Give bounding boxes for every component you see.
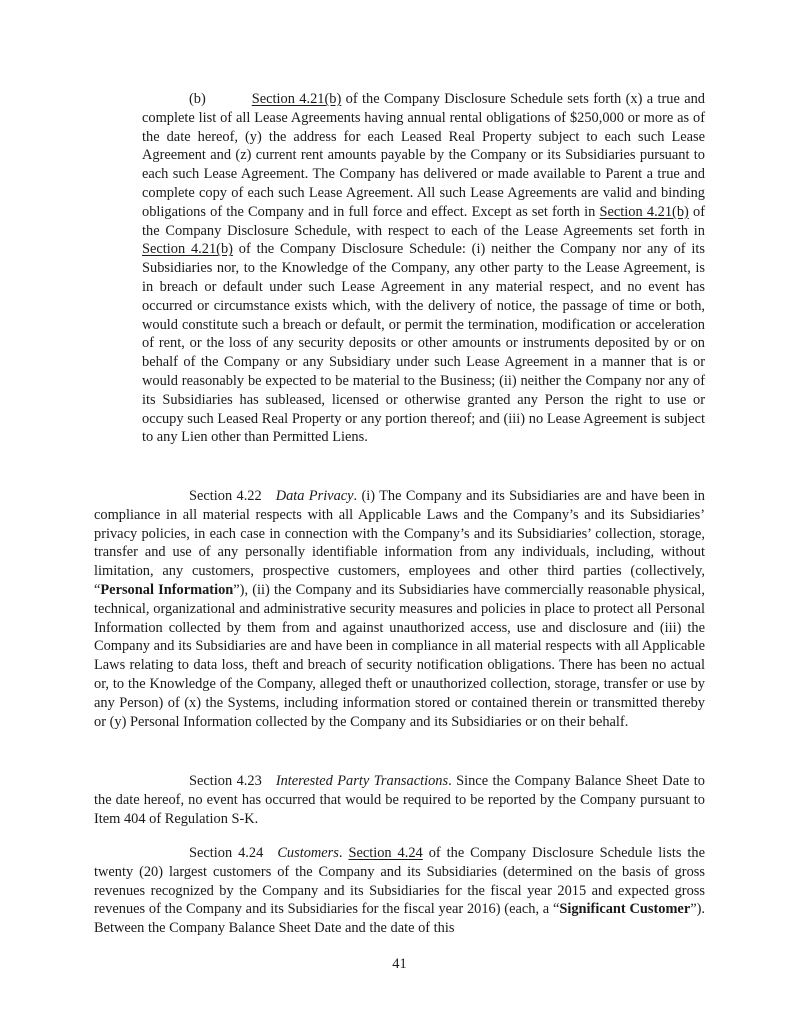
section-title: Interested Party Transactions [275,773,449,789]
body-text: ”), (ii) the Company and its Subsidiaries have commercially reasonable physical, technical, organizational and administrative security measures and policies in place to protect all Personal Information collected by them from and against unauthorized access, use and disclosure and (iii) the Company and its Subsidiaries are and have been in compliance in all material respects with all Applicable Laws relating to data loss, theft and breach of security notification obligations. There has been no actual or, to the Knowledge of the Company, alleged theft or unauthorized collection, storage, transfer or use by any Person) of (x) the Systems, including information stored or contained therein or transmitted thereby or (y) Personal Information collected by the Company and its Subsidiaries or on their behalf. [94,581,705,730]
body-text: . [338,845,349,861]
section-number: Section 4.23 [189,773,262,789]
page-number: 41 [392,956,407,972]
body-text: of the Company Disclosure Schedule: (i) neither the Company nor any of its Subsidiaries nor, to the Knowledge of the Company, any other party to the Lease Agreement, is in breach or default under such Lease Agreement in any material respect, and no event has occurred or circumstance exists which, with the delivery of notice, the passage of time or both, would constitute such a breach or default, or permit the termination, modification or acceleration of rent, or the loss of any security deposits or other amounts or instruments deposited by or on behalf of the Company or any Subsidiary under such Lease Agreement in a manner that is or would reasonably be expected to be material to the Business; (ii) neither the Company nor any of its Subsidiaries has subleased, licensed or otherwise granted any Person the right to use or occupy such Leased Real Property or any portion thereof; and (iii) no Lease Agreement is subject to any Lien other than Permitted Liens. [142,241,705,446]
paragraph-section-4-24 [94,844,705,938]
cross-reference: Section 4.24 [348,845,423,861]
body-text: of the Company Disclosure Schedule lists the twenty (20) largest customers of the Company and its Subsidiaries (determined on the basis of gross revenues recognized by the Company and its Subsidiaries for the fiscal year 2015 and expected gross revenues of the Company and its Subsidiaries for the fiscal year 2016) (each, a “ [94,845,705,918]
cross-reference: Section 4.21(b) [599,203,689,220]
section-title: Data Privacy [275,488,354,504]
paragraph-section-4-23 [94,772,705,828]
paragraph-section-4-22 [94,487,705,731]
body-text: ”). Between the Company Balance Sheet Date and the date of this [94,901,705,937]
cross-reference: Section 4.21(b) [251,91,342,107]
body-text: of the Company Disclosure Schedule, with respect to each of the Lease Agreements set forth in [142,203,706,239]
section-number: Section 4.24 [189,845,264,861]
defined-term: Personal Information [100,581,234,598]
body-text: of the Company Disclosure Schedule sets forth (x) a true and complete list of all Lease Agreements having annual rental obligations of $250,000 or more as of the date hereof, (y) the address for each Leased Real Property subject to each such Lease Agreement and (z) current rent amounts payable by the Company or its Subsidiaries pursuant to each such Lease Agreement. The Company has delivered or made available to Parent a true and complete copy of each such Lease Agreement. All such Lease Agreements are valid and binding obligations of the Company and in full force and effect. Except as set forth in [142,91,705,220]
clause-label: (b) [189,91,206,107]
section-number: Section 4.22 [189,488,262,504]
cross-reference: Section 4.21(b) [142,241,233,258]
section-title: Customers [277,845,339,861]
defined-term: Significant Customer [559,901,691,918]
body-text: . (i) The Company and its Subsidiaries are and have been in compliance in all material respects with all Applicable Laws and the Company’s and its Subsidiaries’ privacy policies, in each case in connection with the Company’s and its Subsidiaries’ collection, storage, transfer and use of any personally identifiable information from any individuals, including, without limitation, any customers, prospective customers, employees and other third parties (collectively, “ [94,488,706,598]
body-text: . Since the Company Balance Sheet Date to the date hereof, no event has occurred that would be required to be reported by the Company pursuant to Item 404 of Regulation S-K. [94,773,705,827]
paragraph-section-4-21-b [142,90,705,447]
